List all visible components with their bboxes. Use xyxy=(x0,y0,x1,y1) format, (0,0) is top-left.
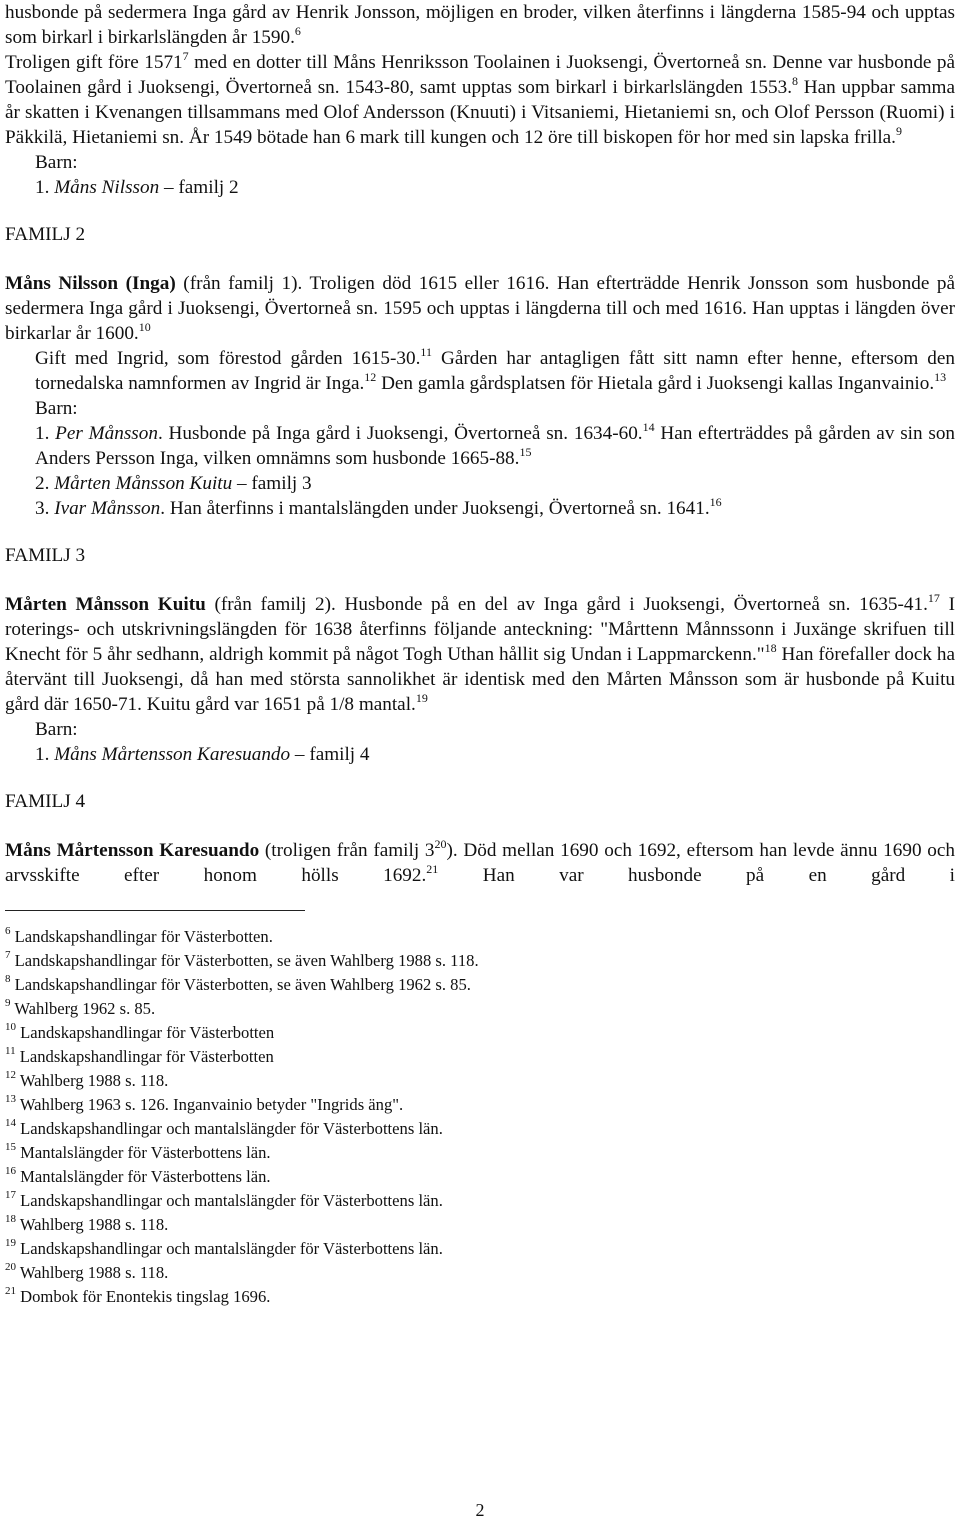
footnote-ref[interactable]: 8 xyxy=(792,73,798,88)
footnote-ref[interactable]: 12 xyxy=(364,369,377,384)
footnote-number: 15 xyxy=(5,1141,16,1154)
intro-text: Han uppbar samma år skatten i Kvenangen tillsammans med Olof Andersson (Knuuti) i Vitsaniemi, Hietaniemi sn, och Olof Persson (Ruomi) i Päkkilä, Hietaniemi sn. År 1549 bötade han 6 mark till kungen och 12 öre till biskopen för hor med sin lapska frilla. xyxy=(5,77,955,148)
footnote-number: 20 xyxy=(5,1261,16,1274)
footnote-text: Landskapshandlingar för Västerbotten xyxy=(16,1023,275,1042)
footnote-ref[interactable]: 6 xyxy=(294,23,301,38)
familj-4-paragraph-1: Måns Mårtensson Karesuando (troligen från familj $3^{20}$). Död mellan 1690 och 1692, eftersom han levde ännu 1690 och arvsskifte efter honom hölls 1692.21 Han var husbonde på en gård i xyxy=(5,836,955,886)
footnote-item xyxy=(5,1165,955,1189)
familj-3-paragraph-1: Mårten Månsson Kuitu (från familj 2). Husbonde på en del av Inga gård i Juoksengi, Övertorneå sn. 1635-41.17 I roterings- och utskrivningslängden för 1638 återfinns följande anteckning: "Mårttenn Månnssonn i Juxänge skrifuen till Knecht för 5 åhr sedhann, aldrigh kommit på något Togh Uthan hållit sig Undan i Lappmarckenn."$^{18}$ Han förefaller dock ha återvänt till Juoksengi, då han med största sannolikhet är identisk med den Mårten Månsson som är husbonde på Kuitu gård där 1650-71. Kuitu gård var 1651 på 1/8 mantal.$^{19}$ xyxy=(5,590,956,715)
footnote-text: Landskapshandlingar för Västerbotten, se även Wahlberg 1962 s. 85. xyxy=(10,975,471,994)
footnote-item xyxy=(5,1117,955,1141)
footnote-number: 9 xyxy=(5,997,11,1010)
footnote-ref[interactable]: 16 xyxy=(709,494,722,509)
familj-4-heading: FAMILJ 4 xyxy=(5,791,86,812)
footnote-number: 12 xyxy=(5,1069,16,1082)
intro-paragraph-1 xyxy=(5,0,955,50)
intro-child-1: 1. Måns Nilsson – familj 2 xyxy=(35,177,239,198)
footnote-ref[interactable]: 18 xyxy=(764,640,777,655)
child-name: Ivar Månsson xyxy=(54,498,161,519)
person-name: Måns Nilsson (Inga) xyxy=(5,273,176,294)
footnote-text: Landskapshandlingar och mantalslängder för Västerbottens län. xyxy=(16,1119,443,1138)
footnote-text: Wahlberg 1988 s. 118. xyxy=(16,1071,169,1090)
footnote-text: Landskapshandlingar för Västerbotten xyxy=(15,1047,274,1066)
child-name: Måns Nilsson xyxy=(54,177,160,198)
footnote-ref[interactable]: 20 xyxy=(434,836,447,851)
footnote-text: Wahlberg 1963 s. 126. Inganvainio betyder "Ingrids äng". xyxy=(16,1095,404,1114)
intro-text: husbonde på sedermera Inga gård av Henrik Jonsson, möjligen en broder, vilken återfinns i längderna 1585-94 och upptas som birkarl i birkarlslängden år 1590. xyxy=(5,2,955,48)
person-name: Mårten Månsson Kuitu xyxy=(5,594,206,615)
footnote-text: Landskapshandlingar för Västerbotten, se även Wahlberg 1988 s. 118. xyxy=(10,951,479,970)
footnote-item xyxy=(5,1261,955,1285)
footnote-text: Wahlberg 1988 s. 118. xyxy=(16,1263,169,1282)
footnote-ref[interactable]: 17 xyxy=(927,590,940,605)
footnote-number: 18 xyxy=(5,1213,16,1226)
footnote-number: 7 xyxy=(5,949,11,962)
footnote-item xyxy=(5,1141,955,1165)
footnote-text: Dombok för Enontekis tingslag 1696. xyxy=(16,1287,271,1306)
page-number: 2 xyxy=(475,1500,485,1520)
footnote-number: 6 xyxy=(5,925,11,938)
footnote-number: 13 xyxy=(5,1093,16,1106)
intro-paragraph-2 xyxy=(0,50,955,150)
footnote-item xyxy=(5,1045,955,1069)
footnote-number: 8 xyxy=(5,973,11,986)
footnote-text: Landskapshandlingar och mantalslängder för Västerbottens län. xyxy=(16,1191,443,1210)
footnote-number: 17 xyxy=(5,1189,16,1202)
footnote-item xyxy=(5,1237,955,1261)
footnote-text: Wahlberg 1988 s. 118. xyxy=(16,1215,169,1234)
footnote-item xyxy=(5,925,955,949)
familj-2-paragraph-1: Måns Nilsson (Inga) (från familj 1). Troligen död 1615 eller 1616. Han efterträdde Henrik Jonsson som husbonde på sedermera Inga gård i Juoksengi, Övertorneå sn. 1595 och upptas i längderna till och med 1616. Han upptas i längden över birkarlar år 1600.10 xyxy=(5,273,956,344)
intro-text: Troligen gift före 1571 xyxy=(5,52,183,73)
child-name: Mårten Månsson Kuitu xyxy=(54,473,233,494)
footnote-number: 21 xyxy=(5,1285,16,1298)
familj-3-child-1: 1. Måns Mårtensson Karesuando – familj 4 xyxy=(35,744,370,765)
familj-2-heading: FAMILJ 2 xyxy=(5,224,86,245)
footnote-ref[interactable]: 21 xyxy=(426,861,439,876)
footnote-item xyxy=(5,973,955,997)
footnote-ref[interactable]: 13 xyxy=(934,369,947,384)
footnote-number: 10 xyxy=(5,1021,16,1034)
footnote-ref[interactable]: 14 xyxy=(642,419,655,434)
intro-barn-label: Barn: xyxy=(35,152,78,173)
familj-2-child-2: 2. Mårten Månsson Kuitu – familj 3 xyxy=(35,473,312,494)
footnote-item xyxy=(5,1285,955,1309)
footnote-text: Landskapshandlingar och mantalslängder för Västerbottens län. xyxy=(16,1239,443,1258)
footnote-text: Wahlberg 1962 s. 85. xyxy=(10,999,156,1018)
footnote-text: Landskapshandlingar för Västerbotten. xyxy=(10,927,273,946)
footnote-item xyxy=(5,1213,955,1237)
footnote-ref[interactable]: 15 xyxy=(519,444,532,459)
child-name: Måns Mårtensson Karesuando xyxy=(54,744,291,765)
familj-2-paragraph-2: Gift med Ingrid, som förestod gården 1615-30.11 Gården har antagligen fått sitt namn efter henne, eftersom den tornedalska namnformen av Ingrid är Inga.$^{12}$ Den gamla gårdsplatsen för Hietala gård i Juoksengi kallas Inganvainio.$^{13}$ xyxy=(35,344,956,394)
footnote-number: 11 xyxy=(5,1045,16,1058)
document-page xyxy=(5,0,955,1309)
footnote-item xyxy=(5,949,955,973)
footnotes-list xyxy=(5,925,955,1309)
familj-3-heading: FAMILJ 3 xyxy=(5,545,86,566)
footnote-item xyxy=(5,997,955,1021)
intro-text: med en dotter till Måns Henriksson Toolainen i Juoksengi, Övertorneå sn. Denne var husbonde på Toolainen gård i Juoksengi, Övertorneå sn. 1543-80, samt upptas som birkarl i birkarlslängden 1553. xyxy=(5,52,955,98)
footnote-item xyxy=(5,1189,955,1213)
footnote-separator xyxy=(5,910,305,911)
footnote-number: 19 xyxy=(5,1237,16,1250)
footnote-item xyxy=(5,1093,955,1117)
footnote-ref[interactable]: 7 xyxy=(182,48,189,63)
familj-2-child-1: 1. Per Månsson. Husbonde på Inga gård i Juoksengi, Övertorneå sn. 1634-60.14 Han efterträddes på gården av sin son Anders Persson Inga, vilken omnämns som husbonde 1665-88.15 xyxy=(35,419,956,469)
footnote-item xyxy=(5,1021,955,1045)
familj-2-barn-label: Barn: xyxy=(35,398,78,419)
child-name: Per Månsson xyxy=(55,423,158,444)
footnote-ref[interactable]: 11 xyxy=(420,344,432,359)
footnote-ref[interactable]: 10 xyxy=(138,319,151,334)
familj-2-child-3: 3. Ivar Månsson. Han återfinns i mantalslängden under Juoksengi, Övertorneå sn. 1641.16 xyxy=(35,494,722,519)
footnote-ref[interactable]: 19 xyxy=(415,690,428,705)
footnote-ref[interactable]: 9 xyxy=(895,123,902,138)
footnote-number: 16 xyxy=(5,1165,16,1178)
footnote-text: Mantalslängder för Västerbottens län. xyxy=(16,1167,271,1186)
familj-3-barn-label: Barn: xyxy=(35,719,78,740)
footnote-item xyxy=(5,1069,955,1093)
footnote-number: 14 xyxy=(5,1117,16,1130)
footnote-text: Mantalslängder för Västerbottens län. xyxy=(16,1143,271,1162)
person-name: Måns Mårtensson Karesuando xyxy=(5,840,260,861)
